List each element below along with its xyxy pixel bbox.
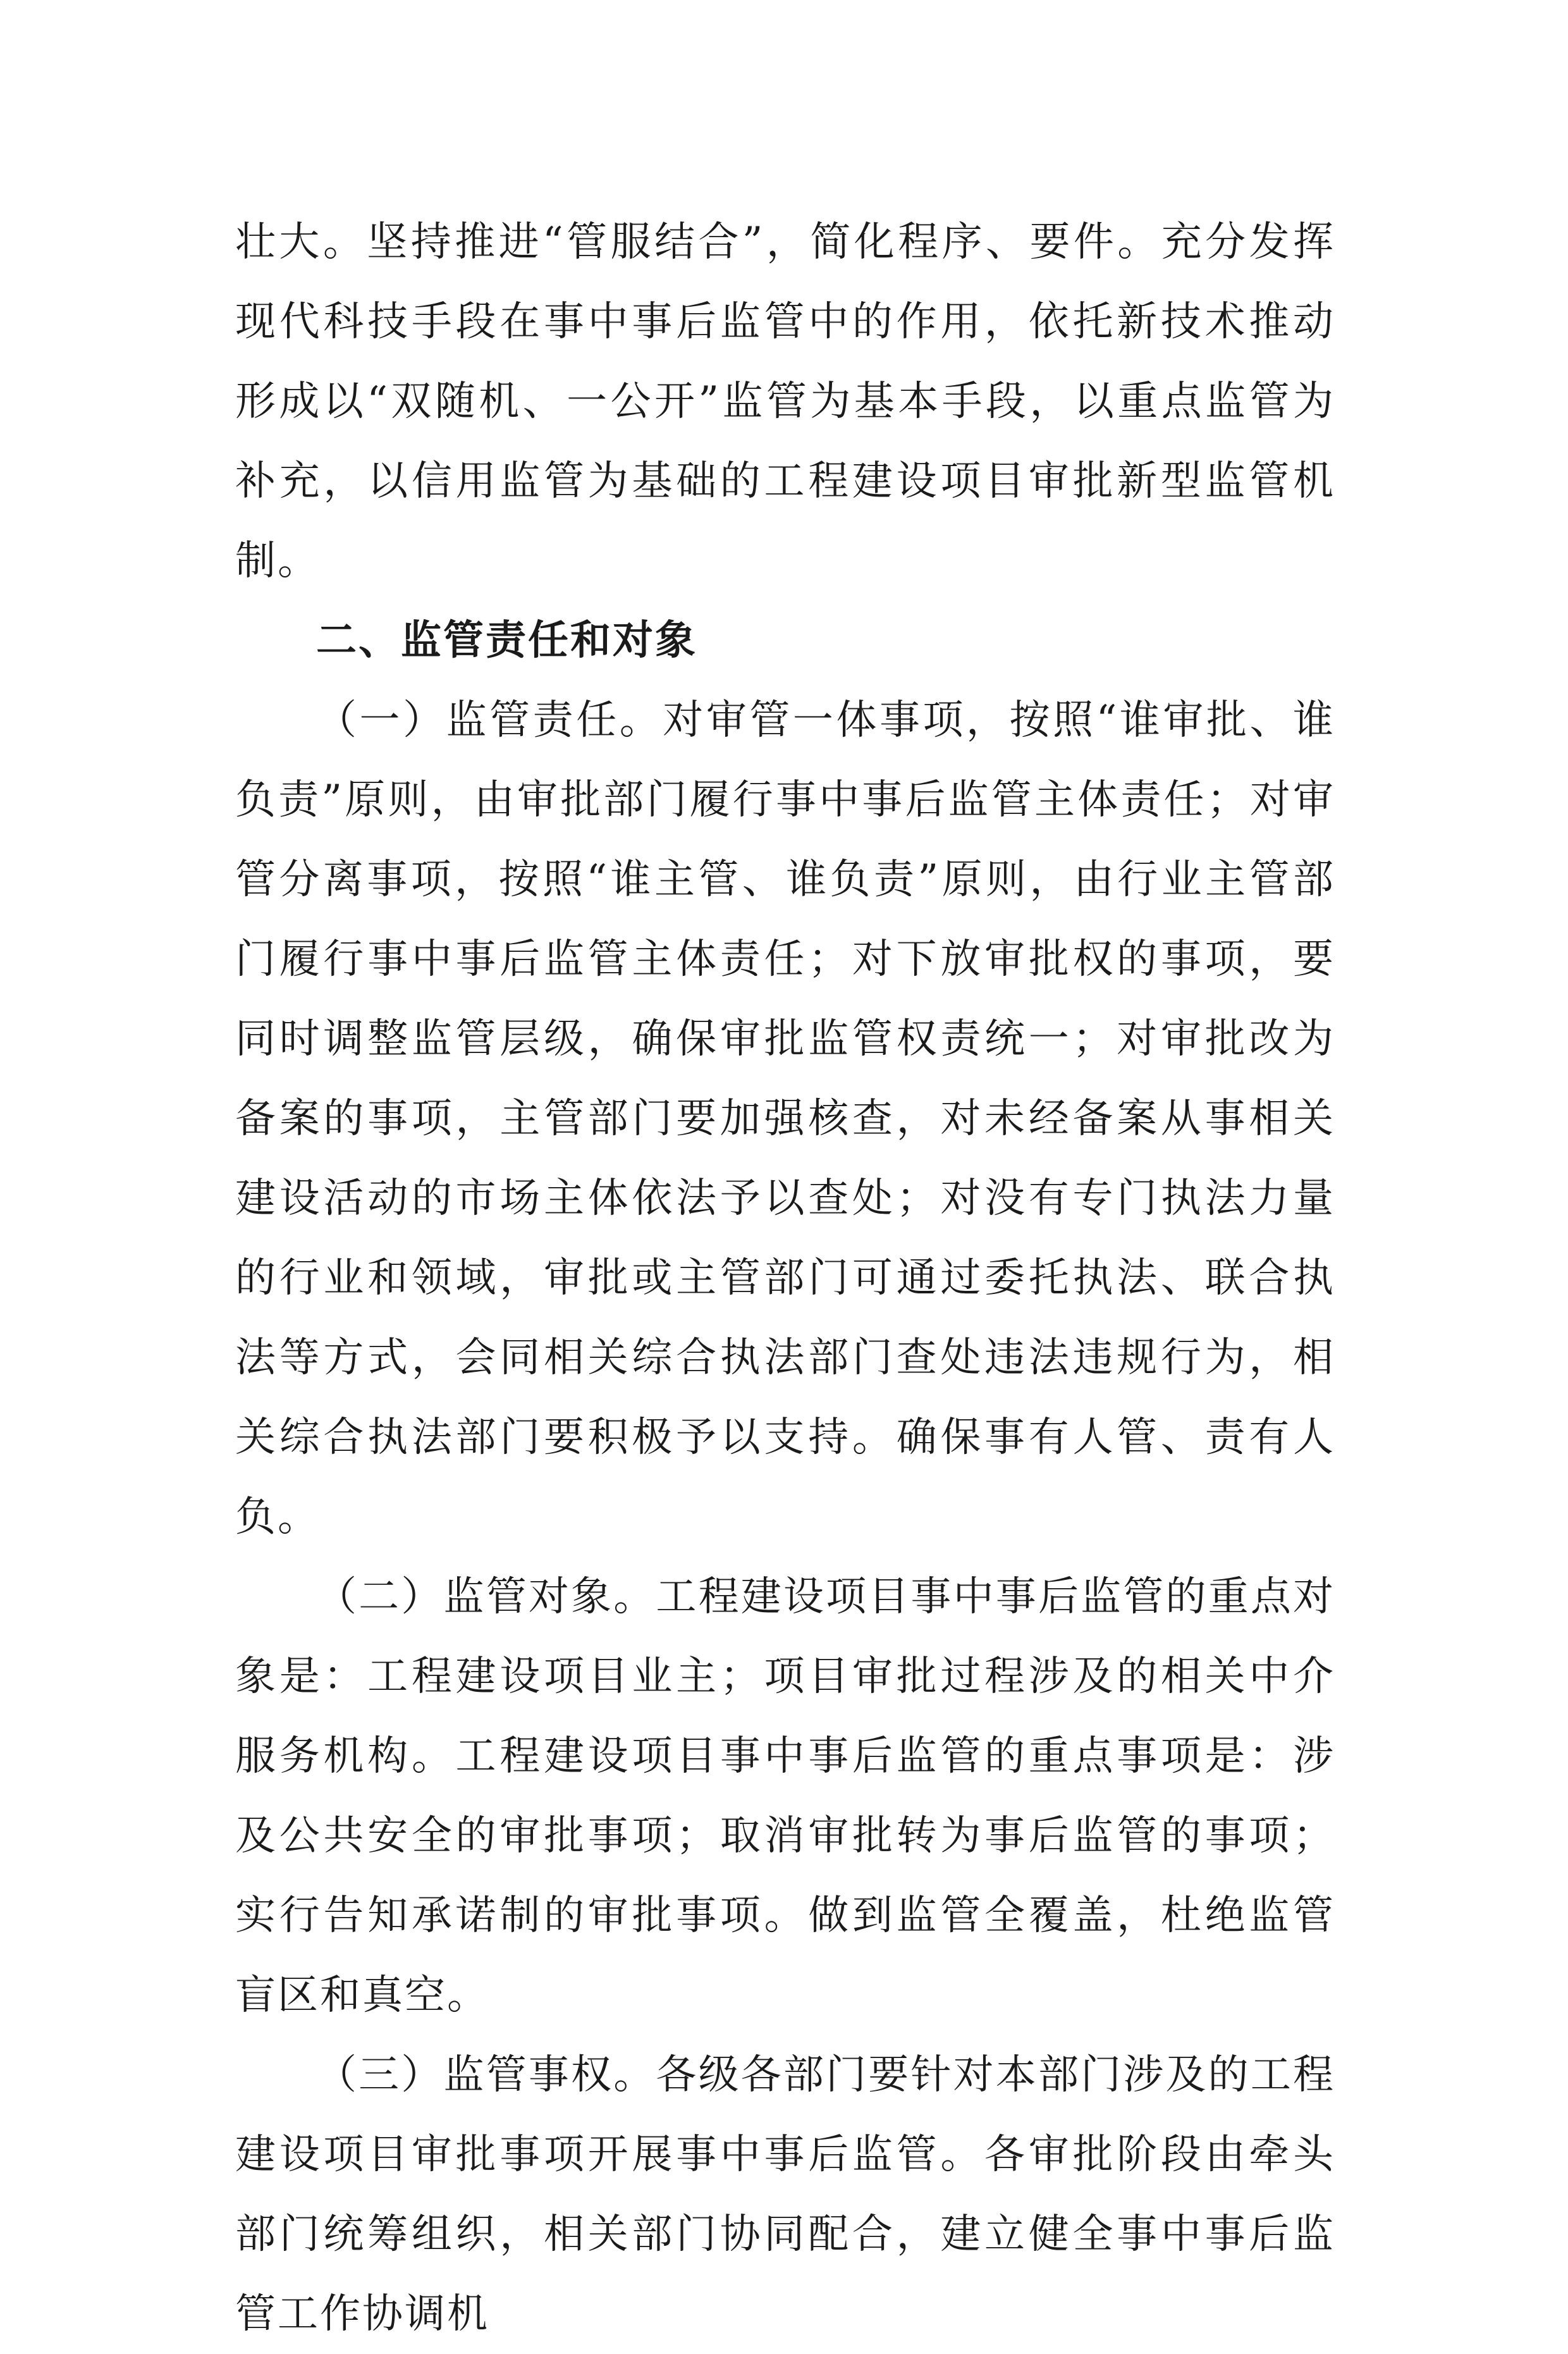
paragraph-text: 壮大。坚持推进“管服结合”，简化程序、要件。充分发挥现代科技手段在事中事后监管中的作用，依托新技术推动形成以“双随机、一公开”监管为基本手段，以重点监管为补充，以信用监管为基础的工程建设项目审批新型监管机制。 (235, 219, 1335, 584)
section-supervision-objects (235, 1557, 1335, 2035)
section-heading-text: 二、监管责任和对象 (316, 617, 697, 664)
paragraph-intro-continuation (235, 202, 1335, 601)
section-heading (235, 601, 1335, 681)
subsection-text: 各级各部门要针对本部门涉及的工程建设项目审批事项开展事中事后监管。各审批阶段由牵头部门统筹组织，相关部门协同配合，建立健全事中事后监管工作协调机 (235, 2052, 1335, 2338)
subsection-title: （二）监管对象。 (316, 1574, 656, 1620)
section-supervision-responsibility (235, 681, 1335, 1557)
subsection-text: 工程建设项目事中事后监管的重点对象是：工程建设项目业主；项目审批过程涉及的相关中介服务机构。工程建设项目事中事后监管的重点事项是：涉及公共安全的审批事项；取消审批转为事后监管的事项；实行告知承诺制的审批事项。做到监管全覆盖，杜绝监管盲区和真空。 (235, 1574, 1335, 2019)
subsection-title: （三）监管事权。 (316, 2052, 656, 2098)
section-supervision-authority (235, 2035, 1335, 2354)
document-body (235, 202, 1335, 2354)
subsection-text: 对审管一体事项，按照“谁审批、谁负责”原则，由审批部门履行事中事后监管主体责任；对审管分离事项，按照“谁主管、谁负责”原则，由行业主管部门履行事中事后监管主体责任；对下放审批权的事项，要同时调整监管层级，确保审批监管权责统一；对审批改为备案的事项，主管部门要加强核查，对未经备案从事相关建设活动的市场主体依法予以查处；对没有专门执法力量的行业和领域，审批或主管部门可通过委托执法、联合执法等方式，会同相关综合执法部门查处违法违规行为，相关综合执法部门要积极予以支持。确保事有人管、责有人负。 (235, 697, 1336, 1541)
subsection-title: （一）监管责任。 (316, 697, 663, 744)
